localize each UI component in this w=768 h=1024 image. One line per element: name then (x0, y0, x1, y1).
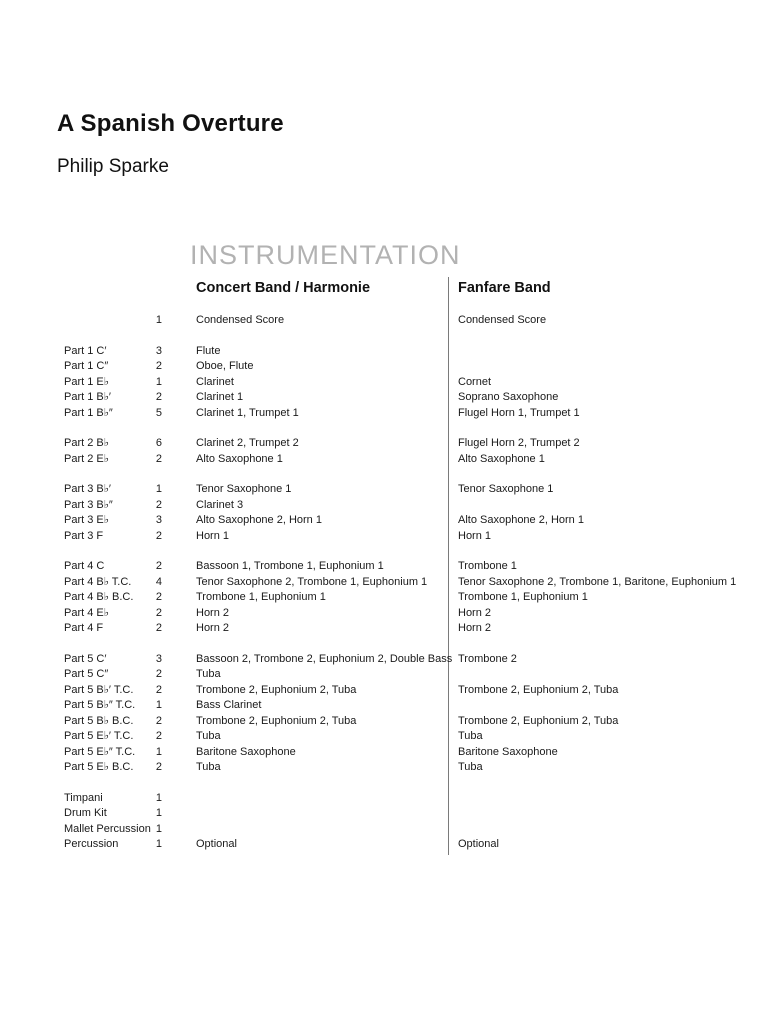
concert-instrument: Condensed Score (196, 314, 285, 326)
part-label: Part 3 F (64, 529, 104, 542)
part-label: Part 5 E♭′ T.C. (64, 730, 134, 742)
part-group (64, 559, 737, 637)
part-label: Part 3 B♭″ (64, 498, 113, 511)
part-quantity: 3 (155, 652, 162, 665)
concert-instrument: Clarinet 1, Trumpet 1 (196, 406, 299, 419)
concert-instrument: Optional (196, 838, 237, 850)
instrument-row (64, 344, 724, 360)
part-quantity: 5 (155, 406, 162, 419)
part-quantity: 6 (155, 437, 162, 449)
instrument-row (64, 806, 724, 822)
concert-instrument: Horn 1 (196, 529, 230, 542)
instrument-row (64, 513, 724, 529)
part-group (64, 344, 724, 422)
concert-instrument: Bassoon 1, Trombone 1, Euphonium 1 (196, 560, 384, 572)
part-label (64, 313, 140, 329)
part-quantity: 2 (155, 452, 162, 465)
part-label: Part 4 F (64, 622, 104, 634)
part-label: Timpani (64, 791, 103, 804)
concert-instrument: Alto Saxophone 1 (196, 452, 283, 465)
instrument-row (64, 313, 724, 329)
part-quantity: 2 (155, 591, 162, 603)
instrument-row (64, 822, 724, 838)
fanfare-instrument: Trombone 1, Euphonium 1 (458, 591, 588, 603)
page-title: A Spanish Overture (57, 110, 284, 137)
part-label: Part 4 B♭ B.C. (64, 591, 134, 603)
instrument-row (64, 406, 724, 422)
instrument-row (64, 436, 724, 452)
concert-instrument (162, 822, 448, 838)
fanfare-instrument: Tenor Saxophone 1 (458, 483, 554, 495)
part-quantity: 1 (155, 314, 162, 326)
concert-instrument: Tenor Saxophone 2, Trombone 1, Euphonium 1 (196, 575, 428, 588)
fanfare-instrument (448, 344, 724, 360)
fanfare-instrument: Optional (458, 838, 499, 850)
concert-instrument: Trombone 1, Euphonium 1 (196, 591, 326, 603)
instrument-row (64, 714, 724, 730)
concert-instrument: Horn 2 (196, 622, 230, 634)
instrument-row (64, 529, 724, 545)
fanfare-instrument: Tuba (458, 730, 483, 742)
concert-instrument: Clarinet 3 (196, 498, 244, 511)
instrument-row (64, 375, 724, 391)
concert-instrument: Baritone Saxophone (196, 745, 296, 758)
part-group (64, 791, 724, 853)
fanfare-instrument (448, 498, 724, 514)
part-label: Part 1 B♭″ (64, 406, 113, 419)
instrument-row (64, 482, 724, 498)
part-label: Part 3 E♭ (64, 514, 109, 526)
concert-instrument: Clarinet 1 (196, 391, 244, 403)
part-quantity: 1 (155, 699, 162, 711)
fanfare-instrument: Cornet (458, 375, 492, 388)
instrument-row (64, 729, 724, 745)
instrument-row (64, 621, 724, 637)
part-label: Part 1 C″ (64, 360, 109, 372)
fanfare-instrument: Trombone 2 (458, 652, 517, 665)
instrument-row (64, 837, 724, 853)
instrument-row (64, 652, 724, 668)
instrument-row (64, 791, 724, 807)
part-group (64, 482, 724, 544)
instrument-row (64, 745, 724, 761)
concert-instrument (162, 806, 448, 822)
fanfare-instrument (448, 667, 724, 683)
instrument-row (64, 760, 724, 776)
part-label: Part 5 B♭′ T.C. (64, 683, 134, 696)
instrument-table-body (64, 313, 737, 868)
part-quantity: 2 (155, 360, 162, 372)
instrument-row (64, 667, 724, 683)
part-quantity: 2 (155, 668, 162, 680)
concert-instrument: Trombone 2, Euphonium 2, Tuba (196, 683, 357, 696)
fanfare-instrument: Soprano Saxophone (458, 391, 559, 403)
concert-instrument (162, 791, 448, 807)
part-quantity: 1 (155, 791, 162, 804)
part-group (64, 652, 724, 776)
concert-instrument: Tuba (196, 668, 221, 680)
part-group (64, 313, 724, 329)
part-quantity: 2 (155, 683, 162, 696)
section-header: INSTRUMENTATION (190, 240, 461, 270)
fanfare-instrument: Baritone Saxophone (458, 745, 558, 758)
fanfare-instrument (448, 698, 724, 714)
part-quantity: 1 (155, 483, 162, 495)
part-quantity: 2 (155, 606, 162, 619)
part-quantity: 1 (155, 375, 162, 388)
part-label: Part 5 B♭ B.C. (64, 714, 134, 727)
instrument-row (64, 452, 724, 468)
composer-name: Philip Sparke (57, 156, 169, 177)
fanfare-instrument (448, 791, 724, 807)
part-quantity: 3 (155, 514, 162, 526)
concert-band-column-header: Concert Band / Harmonie (196, 280, 371, 296)
fanfare-instrument: Alto Saxophone 1 (458, 452, 545, 465)
part-label: Part 5 B♭″ T.C. (64, 699, 136, 711)
part-quantity: 2 (155, 730, 162, 742)
instrument-row (64, 390, 724, 406)
part-quantity: 2 (155, 529, 162, 542)
fanfare-instrument: Tenor Saxophone 2, Trombone 1, Baritone, Euphonium 1 (458, 575, 737, 588)
instrument-row (64, 575, 737, 591)
fanfare-band-column-header: Fanfare Band (458, 280, 551, 296)
part-quantity: 2 (155, 498, 162, 511)
instrument-row (64, 606, 724, 622)
part-quantity: 4 (155, 575, 162, 588)
instrument-row (64, 698, 724, 714)
instrument-row (64, 590, 724, 606)
instrument-row (64, 359, 724, 375)
fanfare-instrument: Trombone 2, Euphonium 2, Tuba (458, 714, 619, 727)
part-label: Part 4 E♭ (64, 606, 109, 619)
concert-instrument: Clarinet (196, 375, 234, 388)
part-quantity: 2 (155, 560, 162, 572)
fanfare-instrument: Flugel Horn 1, Trumpet 1 (458, 406, 580, 419)
concert-instrument: Bassoon 2, Trombone 2, Euphonium 2, Double Bass (196, 652, 453, 665)
part-label: Drum Kit (64, 807, 107, 819)
concert-instrument: Horn 2 (196, 606, 230, 619)
part-label: Part 5 C″ (64, 668, 109, 680)
concert-instrument: Tenor Saxophone 1 (196, 483, 292, 495)
concert-instrument: Clarinet 2, Trumpet 2 (196, 437, 299, 449)
instrument-row (64, 559, 724, 575)
part-quantity: 2 (155, 714, 162, 727)
part-label: Part 1 C′ (64, 344, 107, 357)
concert-instrument: Flute (196, 344, 221, 357)
fanfare-instrument: Horn 2 (458, 606, 492, 619)
fanfare-instrument: Trombone 2, Euphonium 2, Tuba (458, 683, 619, 696)
concert-instrument: Trombone 2, Euphonium 2, Tuba (196, 714, 357, 727)
concert-instrument: Alto Saxophone 2, Horn 1 (196, 514, 322, 526)
part-quantity: 2 (155, 622, 162, 634)
fanfare-instrument: Condensed Score (458, 314, 547, 326)
part-label: Part 5 E♭ B.C. (64, 761, 134, 773)
concert-instrument: Oboe, Flute (196, 360, 254, 372)
fanfare-instrument (448, 822, 724, 838)
part-group (64, 436, 724, 467)
fanfare-instrument: Horn 2 (458, 622, 492, 634)
part-label: Mallet Percussion (64, 822, 151, 835)
fanfare-instrument (448, 359, 724, 375)
part-label: Part 2 E♭ (64, 452, 109, 465)
part-label: Percussion (64, 838, 119, 850)
fanfare-instrument: Tuba (458, 761, 483, 773)
fanfare-instrument (448, 806, 724, 822)
instrument-row (64, 498, 724, 514)
concert-instrument: Tuba (196, 730, 221, 742)
part-label: Part 2 B♭ (64, 437, 109, 449)
concert-instrument: Tuba (196, 761, 221, 773)
part-quantity: 3 (155, 344, 162, 357)
part-quantity: 1 (155, 822, 162, 835)
instrument-row (64, 683, 724, 699)
part-label: Part 3 B♭′ (64, 483, 111, 495)
part-quantity: 2 (155, 761, 162, 773)
fanfare-instrument: Horn 1 (458, 529, 492, 542)
part-quantity: 1 (155, 807, 162, 819)
part-label: Part 4 B♭ T.C. (64, 575, 132, 588)
part-label: Part 1 E♭ (64, 375, 109, 388)
concert-instrument: Bass Clarinet (196, 699, 262, 711)
part-quantity: 2 (155, 391, 162, 403)
part-label: Part 5 C′ (64, 652, 107, 665)
fanfare-instrument: Trombone 1 (458, 560, 517, 572)
fanfare-instrument: Flugel Horn 2, Trumpet 2 (458, 437, 580, 449)
part-quantity: 1 (155, 745, 162, 758)
part-label: Part 4 C (64, 560, 105, 572)
part-quantity: 1 (155, 838, 162, 850)
part-label: Part 5 E♭″ T.C. (64, 745, 136, 758)
part-label: Part 1 B♭′ (64, 391, 111, 403)
fanfare-instrument: Alto Saxophone 2, Horn 1 (458, 514, 584, 526)
